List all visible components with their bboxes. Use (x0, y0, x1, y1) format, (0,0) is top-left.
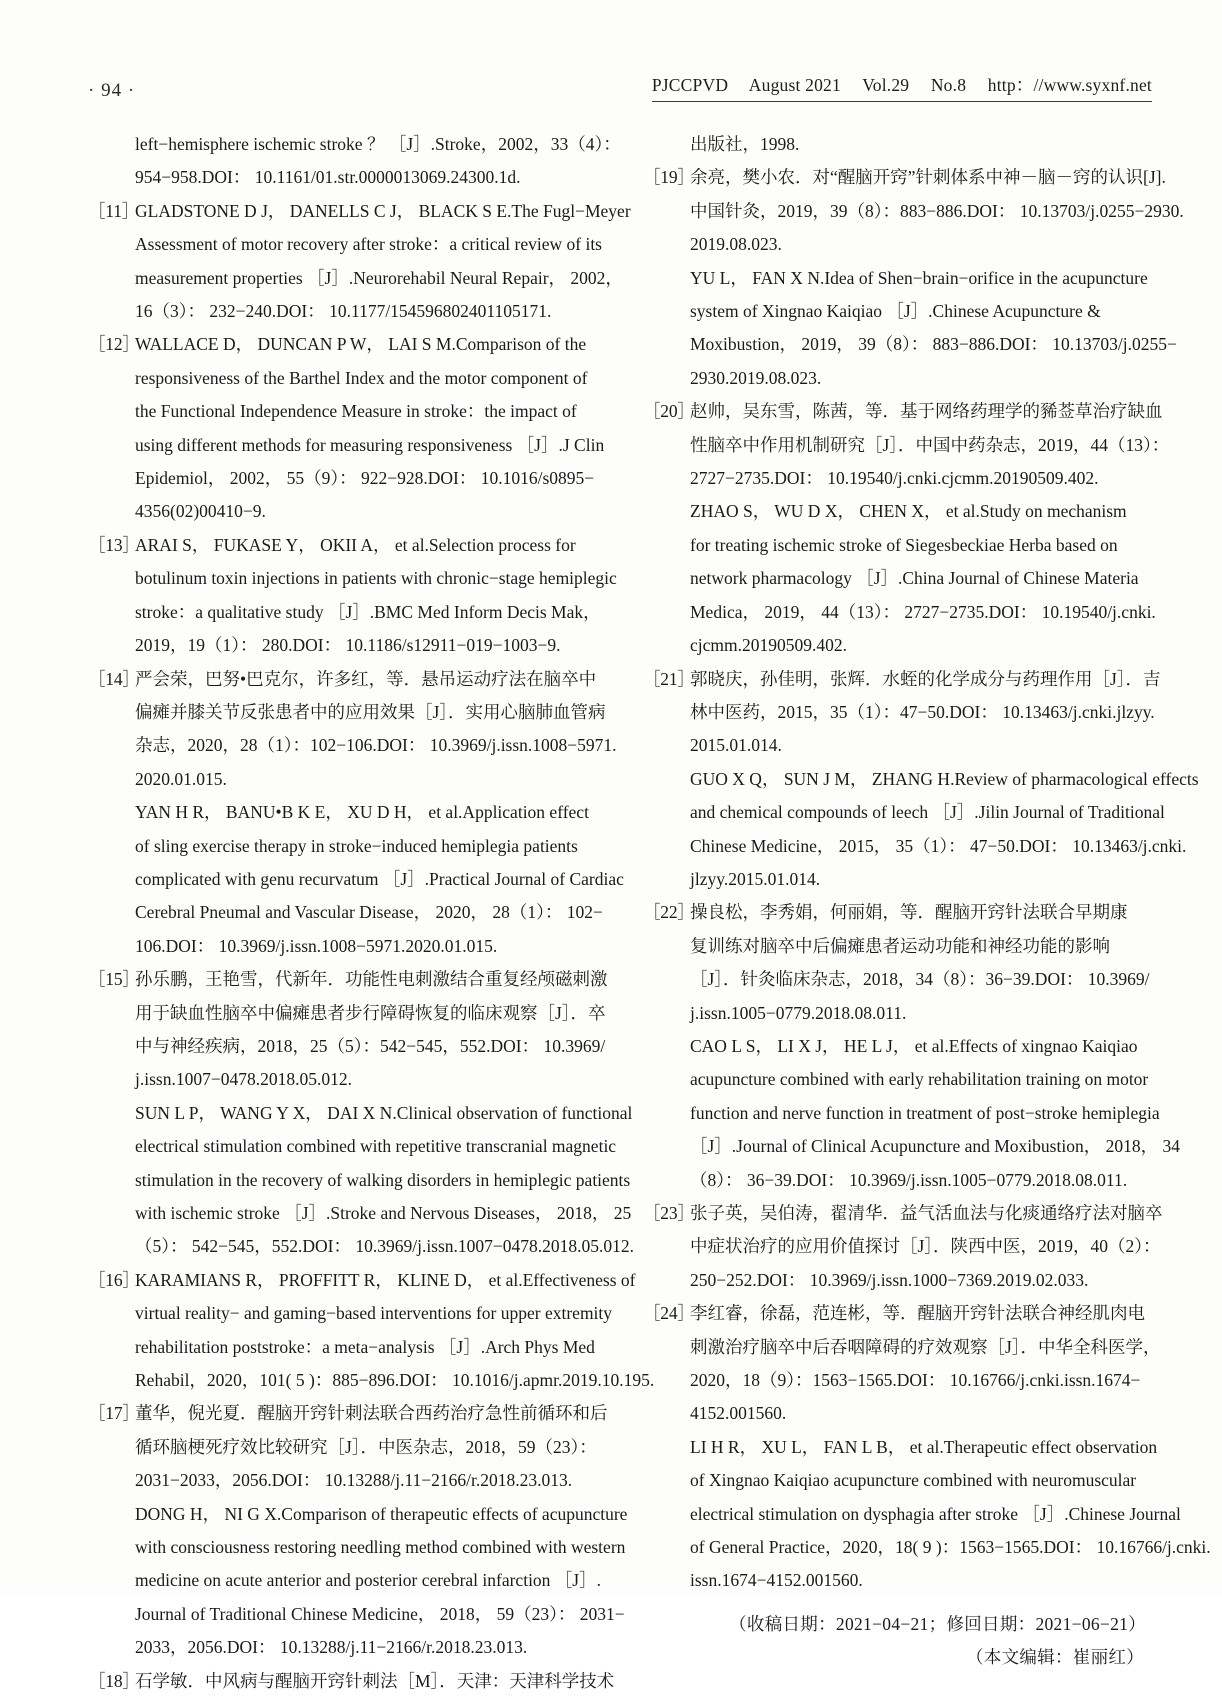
reference-line: Moxibustion， 2019， 39（8）： 883−886.DOI： 10.13703/j.0255− (690, 334, 1177, 355)
reference-text (690, 128, 1152, 161)
reference-line: Cerebral Pneumal and Vascular Disease， 2020， 28（1）： 102− (135, 902, 603, 923)
reference-line: medicine on acute anterior and posterior cerebral infarction ［J］. (135, 1570, 601, 1591)
reference-line: 2031−2033，2056.DOI： 10.13288/j.11−2166/r.2018.23.013. (135, 1470, 573, 1491)
reference-line: virtual reality− and gaming−based interventions for upper extremity (135, 1303, 613, 1324)
reference-entry (643, 161, 1184, 395)
reference-line: jlzyy.2015.01.014. (690, 868, 821, 889)
reference-line: and chemical compounds of leech ［J］.Jilin Journal of Traditional (690, 802, 1165, 823)
reference-entry (88, 963, 635, 1264)
reference-line: 孙乐鹏，王艳雪，代新年．功能性电刺激结合重复经颅磁刺激 (135, 969, 608, 990)
reference-translation (135, 1097, 635, 1264)
reference-number: ［11］ (88, 200, 140, 221)
reference-line: （8）： 36−39.DOI： 10.3969/j.issn.1005−0779.2018.08.011. (690, 1169, 1128, 1190)
number-label: No.8 (930, 75, 967, 95)
reference-entry (88, 328, 605, 528)
reference-line: 2020，18（9）：1563−1565.DOI： 10.16766/j.cnki.issn.1674− (690, 1370, 1141, 1391)
reference-number: ［17］ (88, 1403, 140, 1424)
reference-line: 余亮，樊小农．对“醒脑开窍”针刺体系中神－脑－窍的认识[J]. (690, 167, 1166, 188)
reference-entry (88, 128, 621, 195)
reference-entry (643, 128, 1152, 161)
reference-line: ZHAO S， WU D X， CHEN X， et al.Study on mechanism (690, 501, 1127, 522)
reference-line: Assessment of motor recovery after stroke：a critical review of its (135, 234, 602, 255)
reference-number: ［12］ (88, 334, 140, 355)
reference-entry (88, 529, 617, 663)
reference-line: 出版社，1998. (690, 134, 800, 154)
reference-text (690, 896, 1180, 1197)
reference-line: complicated with genu recurvatum ［J］.Practical Journal of Cardiac (135, 868, 624, 889)
reference-columns (88, 128, 1211, 1698)
running-head (88, 68, 1152, 102)
reference-text (690, 395, 1170, 662)
reference-line: function and nerve function in treatment of post−stroke hemiplegia (690, 1102, 1160, 1123)
reference-line: 刺激治疗脑卒中后吞咽障碍的疗效观察［J］．中华全科医学， (690, 1336, 1161, 1357)
reference-line: with ischemic stroke ［J］.Stroke and Nervous Diseases， 2018， 25 (135, 1203, 632, 1223)
reference-line: 250−252.DOI： 10.3969/j.issn.1000−7369.2019.02.033. (690, 1269, 1089, 1290)
reference-line: 张子英，吴伯涛，翟清华．益气活血法与化痰通络疗法对脑卒 (690, 1203, 1163, 1223)
right-column (643, 128, 1211, 1698)
reference-number: ［14］ (88, 668, 140, 689)
reference-translation (690, 1431, 1211, 1598)
reference-text (135, 663, 624, 964)
reference-entry (643, 896, 1180, 1197)
reference-translation (135, 1498, 628, 1665)
reference-line: 2020.01.015. (135, 768, 227, 789)
reference-line: for treating ischemic stroke of Siegesbeckiae Herba based on (690, 534, 1118, 555)
reference-line: （5）： 542−545，552.DOI： 10.3969/j.issn.1007−0478.2018.05.012. (135, 1236, 635, 1257)
reference-text (135, 128, 621, 195)
reference-line: 操良松，李秀娟，何丽娟，等．醒脑开窍针法联合早期康 (690, 902, 1128, 923)
reference-line: 用于缺血性脑卒中偏瘫患者步行障碍恢复的临床观察［J］．卒 (135, 1002, 606, 1023)
reference-line: Journal of Traditional Chinese Medicine， 2018， 59（23）： 2031− (135, 1603, 625, 1624)
reference-line: 2015.01.014. (690, 735, 782, 756)
reference-line: DONG H， NI G X.Comparison of therapeutic effects of acupuncture (135, 1503, 628, 1524)
reference-line: 中症状治疗的应用价值探讨［J］．陕西中医，2019，40（2）： (690, 1236, 1161, 1257)
reference-number: ［19］ (643, 167, 695, 188)
reference-line: stroke：a qualitative study ［J］.BMC Med Inform Decis Mak， (135, 601, 601, 622)
reference-line: 2019.08.023. (690, 234, 782, 255)
journal-header (652, 72, 1152, 102)
reference-line: LI H R， XU L， FAN L B， et al.Therapeutic effect observation (690, 1436, 1158, 1457)
reference-number: ［15］ (88, 969, 140, 990)
reference-line: ［J］.Journal of Clinical Acupuncture and Moxibustion， 2018， 34 (690, 1136, 1180, 1157)
reference-line: 4356(02)00410−9. (135, 501, 266, 522)
reference-line: 16（3）： 232−240.DOI： 10.1177/154596802401105171. (135, 301, 552, 322)
reference-text (135, 1264, 655, 1398)
reference-line: GUO X Q， SUN J M， ZHANG H.Review of pharmacological effects (690, 768, 1199, 789)
reference-line: 2033，2056.DOI： 10.13288/j.11−2166/r.2018.23.013. (135, 1637, 528, 1658)
reference-line: measurement properties ［J］.Neurorehabil Neural Repair， 2002， (135, 267, 623, 288)
reference-line: Medica， 2019， 44（13）： 2727−2735.DOI： 10.19540/j.cnki. (690, 601, 1156, 622)
page-number: · 94 · (88, 80, 136, 101)
reference-line: GLADSTONE D J， DANELLS C J， BLACK S E.The Fugl−Meyer (135, 200, 631, 221)
reference-number: ［20］ (643, 401, 695, 422)
reference-entry (88, 1397, 628, 1664)
reference-line: WALLACE D， DUNCAN P W， LAI S M.Comparison of the (135, 334, 587, 355)
reference-number: ［22］ (643, 902, 695, 923)
reference-line: 4152.001560. (690, 1403, 787, 1424)
journal-abbreviation: PJCCPVD (651, 75, 729, 95)
reference-text (135, 1665, 615, 1698)
reference-line: system of Xingnao Kaiqiao ［J］.Chinese Acupuncture & (690, 301, 1101, 322)
reference-translation (690, 1030, 1180, 1197)
reference-translation (690, 262, 1177, 396)
reference-line: YAN H R， BANU•B K E， XU D H， et al.Application effect (135, 802, 589, 823)
reference-line: 赵帅，吴东雪，陈茜，等．基于网络药理学的豨莶草治疗缺血 (690, 401, 1163, 422)
reference-line: CAO L S， LI X J， HE L J， et al.Effects of xingnao Kaiqiao (690, 1035, 1138, 1056)
reference-line: Rehabil，2020，101( 5 )：885−896.DOI： 10.1016/j.apmr.2019.10.195. (135, 1370, 655, 1391)
reference-line: with consciousness restoring needling method combined with western (135, 1537, 626, 1558)
reference-line: 106.DOI： 10.3969/j.issn.1008−5971.2020.01.015. (135, 935, 498, 956)
issue-date: August 2021 (748, 75, 841, 95)
reference-line: electrical stimulation on dysphagia after stroke ［J］.Chinese Journal (690, 1503, 1181, 1524)
reference-line: 中与神经疾病，2018，25（5）：542−545，552.DOI： 10.3969/ (135, 1035, 606, 1056)
reference-line: j.issn.1007−0478.2018.05.012. (135, 1069, 352, 1090)
reference-entry (643, 1197, 1163, 1297)
reference-line: 性脑卒中作用机制研究［J］．中国中药杂志，2019，44（13）： (690, 434, 1170, 455)
reference-line: 董华，倪光夏．醒脑开窍针刺法联合西药治疗急性前循环和后 (135, 1403, 608, 1424)
reference-line: acupuncture combined with early rehabilitation training on motor (690, 1069, 1149, 1090)
reference-line: 石学敏．中风病与醒脑开窍针刺法［M］．天津：天津科学技术 (135, 1670, 615, 1691)
reference-line: left−hemisphere ischemic stroke ？ ［J］.Stroke，2002，33（4）： (135, 134, 621, 154)
reference-number: ［13］ (88, 534, 140, 555)
reference-line: 2019，19（1）： 280.DOI： 10.1186/s12911−019−1003−9. (135, 635, 561, 656)
reference-line: responsiveness of the Barthel Index and the motor component of (135, 367, 588, 388)
reference-line: j.issn.1005−0779.2018.08.011. (690, 1002, 907, 1023)
reference-line: ARAI S， FUKASE Y， OKII A， et al.Selection process for (135, 534, 576, 555)
reference-line: cjcmm.20190509.402. (690, 635, 847, 656)
reference-line: 严会荣，巴努•巴克尔，许多红，等．悬吊运动疗法在脑卒中 (135, 668, 597, 689)
reference-line: of sling exercise therapy in stroke−induced hemiplegia patients (135, 835, 578, 856)
reference-line: of Xingnao Kaiqiao acupuncture combined with neuromuscular (690, 1470, 1137, 1491)
article-editor: （本文编辑：崔丽红） (966, 1647, 1144, 1668)
reference-text (135, 195, 631, 329)
reference-text (690, 1297, 1211, 1598)
received-revised-dates: （收稿日期：2021−04−21；修回日期：2021−06−21） (729, 1613, 1146, 1634)
reference-line: the Functional Independence Measure in stroke：the impact of (135, 401, 577, 422)
reference-translation (690, 763, 1199, 897)
reference-translation (135, 796, 624, 963)
reference-line: KARAMIANS R， PROFFITT R， KLINE D， et al.Effectiveness of (135, 1269, 636, 1290)
reference-text (135, 1397, 628, 1664)
reference-line: issn.1674−4152.001560. (690, 1570, 863, 1591)
reference-line: rehabilitation poststroke：a meta−analysis ［J］.Arch Phys Med (135, 1336, 595, 1357)
volume-label: Vol.29 (862, 75, 910, 95)
reference-number: ［23］ (643, 1203, 695, 1223)
reference-entry (643, 395, 1170, 662)
reference-text (135, 328, 605, 528)
reference-line: 2727−2735.DOI： 10.19540/j.cnki.cjcmm.20190509.402. (690, 468, 1099, 489)
reference-line: 复训练对脑卒中后偏瘫患者运动功能和神经功能的影响 (690, 935, 1110, 956)
reference-number: ［18］ (88, 1670, 140, 1691)
reference-text (135, 529, 617, 663)
reference-line: SUN L P， WANG Y X， DAI X N.Clinical observation of functional (135, 1102, 633, 1123)
reference-line: botulinum toxin injections in patients with chronic−stage hemiplegic (135, 568, 617, 589)
reference-text (690, 663, 1199, 897)
reference-number: ［21］ (643, 668, 695, 689)
reference-text (690, 1197, 1163, 1297)
reference-line: 循环脑梗死疗效比较研究［J］．中医杂志，2018，59（23）： (135, 1436, 597, 1457)
reference-line: Epidemiol， 2002， 55（9）： 922−928.DOI： 10.1016/s0895− (135, 468, 595, 489)
reference-number: ［16］ (88, 1269, 140, 1290)
reference-line: 偏瘫并膝关节反张患者中的应用效果［J］．实用心脑肺血管病 (135, 701, 606, 722)
reference-entry (643, 663, 1199, 897)
reference-text (135, 963, 635, 1264)
reference-line: YU L， FAN X N.Idea of Shen−brain−orifice in the acupuncture (690, 267, 1148, 288)
reference-line: 杂志，2020，28（1）：102−106.DOI： 10.3969/j.issn.1008−5971. (135, 735, 617, 756)
reference-line: ［J］．针灸临床杂志，2018，34（8）：36−39.DOI： 10.3969/ (690, 969, 1150, 990)
reference-line: 2930.2019.08.023. (690, 367, 822, 388)
reference-line: 李红睿，徐磊，范连彬，等．醒脑开窍针法联合神经肌肉电 (690, 1303, 1145, 1324)
reference-translation (690, 495, 1156, 662)
reference-line: network pharmacology ［J］.China Journal of Chinese Materia (690, 568, 1139, 589)
reference-line: 郭晓庆，孙佳明，张辉．水蛭的化学成分与药理作用［J］．吉 (690, 668, 1161, 689)
reference-number: ［24］ (643, 1303, 695, 1324)
reference-line: using different methods for measuring responsiveness ［J］.J Clin (135, 434, 605, 455)
reference-entry (88, 1264, 655, 1398)
reference-entry (88, 1665, 615, 1698)
reference-entry (88, 663, 624, 964)
reference-entry (643, 1297, 1211, 1598)
left-column (88, 128, 655, 1698)
colophon (643, 1608, 1152, 1675)
reference-text (690, 161, 1184, 395)
reference-line: Chinese Medicine， 2015， 35（1）： 47−50.DOI： 10.13463/j.cnki. (690, 835, 1187, 856)
reference-entry (88, 195, 631, 329)
reference-line: of General Practice，2020，18( 9 )：1563−1565.DOI： 10.16766/j.cnki. (690, 1537, 1211, 1558)
reference-line: 中国针灸，2019，39（8）：883−886.DOI： 10.13703/j.0255−2930. (690, 200, 1184, 221)
reference-line: 954−958.DOI： 10.1161/01.str.0000013069.24300.1d. (135, 167, 521, 188)
reference-line: stimulation in the recovery of walking disorders in hemiplegic patients (135, 1169, 631, 1190)
reference-line: electrical stimulation combined with repetitive transcranial magnetic (135, 1136, 617, 1157)
reference-line: 林中医药，2015，35（1）：47−50.DOI： 10.13463/j.cnki.jlzyy. (690, 701, 1155, 722)
journal-url[interactable]: http：//www.syxnf.net (987, 75, 1152, 95)
